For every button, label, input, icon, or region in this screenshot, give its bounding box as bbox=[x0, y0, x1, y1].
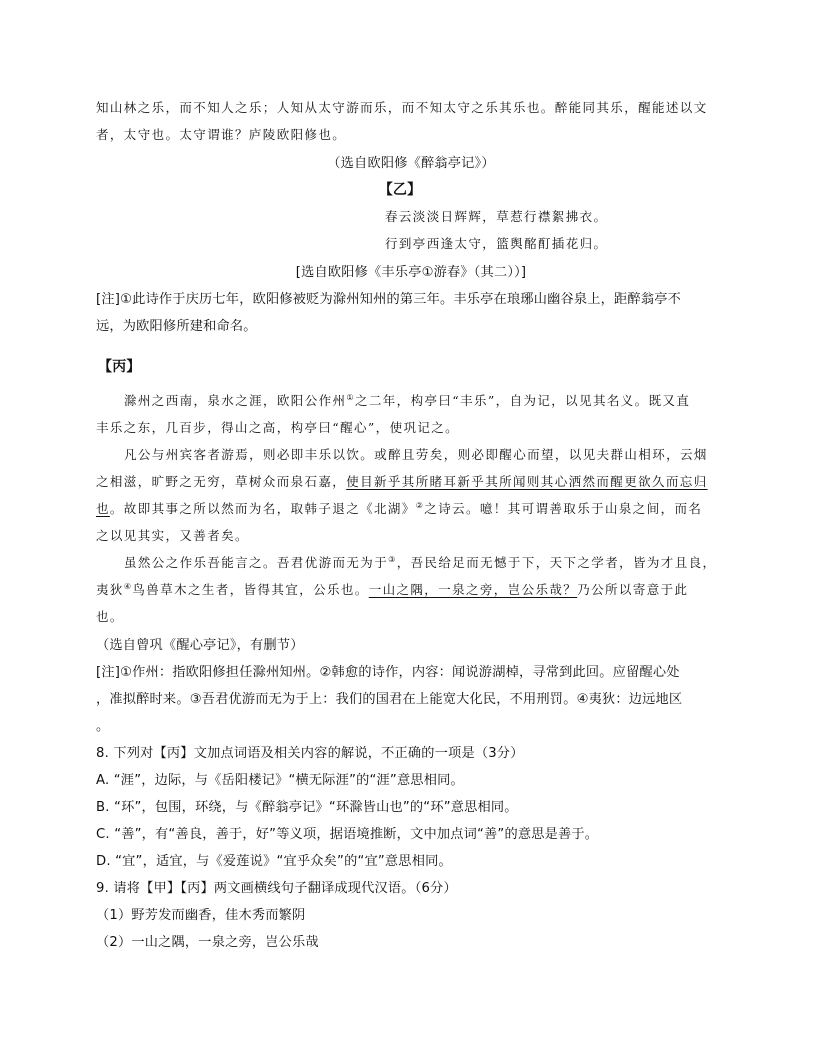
bing-note-line-2: ，准拟醉时来。③吾君优游而无为于上：我们的国君在上能宽大化民，不用刑罚。④夷狄：边远地区 bbox=[96, 692, 683, 707]
footnote-3-marker: ③ bbox=[388, 555, 397, 564]
footnote-2-marker: ② bbox=[415, 501, 425, 510]
footnote-1-marker: ① bbox=[346, 393, 355, 402]
bing-source: （选自曾巩《醒心亭记》，有删节） bbox=[96, 638, 304, 653]
yi-note-line-1: [注]①此诗作于庆历七年，欧阳修被贬为滁州知州的第三年。丰乐亭在琅琊山幽谷泉上，距醉翁亭不 bbox=[96, 292, 681, 307]
question-9-item-1: （1）野芳发而幽香，佳木秀而繁阴 bbox=[96, 908, 306, 923]
bing-p1-line-2: 丰乐之东，几百步，得山之高，构亭曰“醒心”，使巩记之。 bbox=[96, 420, 460, 435]
footnote-4-marker: ④ bbox=[123, 582, 133, 591]
yi-poem-line-2: 行到亭西逢太守，篮舆酩酊插花归。 bbox=[385, 236, 608, 251]
yi-note-line-2: 远，为欧阳修所建和命名。 bbox=[96, 319, 257, 334]
question-8-option-a: A. “涯”，边际，与《岳阳楼记》“横无际涯”的“涯”意思相同。 bbox=[96, 773, 464, 788]
underlined-sentence-part-2: 也 bbox=[96, 501, 110, 516]
bing-p3-line-2: 夷狄④鸟兽草木之生者，皆得其宜，公乐也。一山之隅，一泉之旁，岂公乐哉？乃公所以寄意于此 bbox=[96, 582, 689, 597]
bing-note-line-3: 。 bbox=[96, 719, 110, 734]
bing-p2-line-4: 之以见其实，又善者矣。 bbox=[96, 528, 249, 543]
yi-poem-line-1: 春云淡淡日辉辉，草惹行襟絮拂衣。 bbox=[385, 209, 608, 224]
bing-note-line-1: [注]①作州：指欧阳修担任滁州知州。②韩愈的诗作，内容：闻说游湖棹，寻常到此回。应留醒心处 bbox=[96, 665, 680, 680]
bing-p3-line-1: 虽然公之作乐吾能言之。吾君优游而无为于③，吾民给足而无憾于下，天下之学者，皆为才且良， bbox=[124, 555, 717, 570]
bing-p2-line-2: 之相滋，旷野之无穷，草树众而泉石嘉，使目新乎其所睹耳新乎其所闻则其心洒然而醒更欲久而忘归 bbox=[96, 474, 708, 489]
bing-heading: 【丙】 bbox=[98, 359, 141, 375]
bing-p2-line-1: 凡公与州宾客者游焉，则必即丰乐以饮。或醉且劳矣，则必即醒心而望，以见夫群山相环，云烟 bbox=[124, 447, 708, 462]
jia-source: （选自欧阳修《醉翁亭记》） bbox=[327, 156, 495, 171]
bing-p1-line-1: 滁州之西南，泉水之涯，欧阳公作州①之二年，构亭曰“丰乐”，自为记，以见其名义。既又直 bbox=[124, 393, 691, 408]
yi-source: [选自欧阳修《丰乐亭①游春》（其二））] bbox=[295, 265, 527, 280]
jia-text-line-2: 者，太守也。太守谓谁？庐陵欧阳修也。 bbox=[96, 127, 347, 142]
jia-text-line-1: 知山林之乐，而不知人之乐；人知从太守游而乐，而不知太守之乐其乐也。醉能同其乐，醒能述以文 bbox=[96, 100, 708, 115]
underlined-sentence-3: 一山之隅，一泉之旁，岂公乐哉？ bbox=[368, 582, 578, 597]
question-8: 8. 下列对【丙】文加点词语及相关内容的解说，不正确的一项是（3分） bbox=[96, 746, 524, 761]
bing-p3-line-3: 也。 bbox=[96, 609, 124, 624]
bing-p2-line-3: 也。故即其事之所以然而为名，取韩子退之《北湖》②之诗云。噫！其可谓善取乐于山泉之间，而名 bbox=[96, 501, 703, 516]
yi-heading: 【乙】 bbox=[378, 182, 422, 198]
question-9: 9. 请将【甲】【丙】两文画横线句子翻译成现代汉语。（6分） bbox=[96, 881, 457, 896]
question-9-item-2: （2）一山之隅，一泉之旁，岂公乐哉 bbox=[96, 935, 319, 950]
question-8-option-d: D. “宜”，适宜，与《爱莲说》“宜乎众矣”的“宜”意思相同。 bbox=[96, 854, 452, 869]
question-8-option-c: C. “善”，有“善良，善于，好”等义项，据语境推断，文中加点词“善”的意思是善于。 bbox=[96, 827, 599, 842]
underlined-sentence-part-1: 使目新乎其所睹耳新乎其所闻则其心洒然而醒更欲久而忘归 bbox=[346, 474, 708, 489]
question-8-option-b: B. “环”，包围，环绕，与《醉翁亭记》“环滁皆山也”的“环”意思相同。 bbox=[96, 800, 518, 815]
